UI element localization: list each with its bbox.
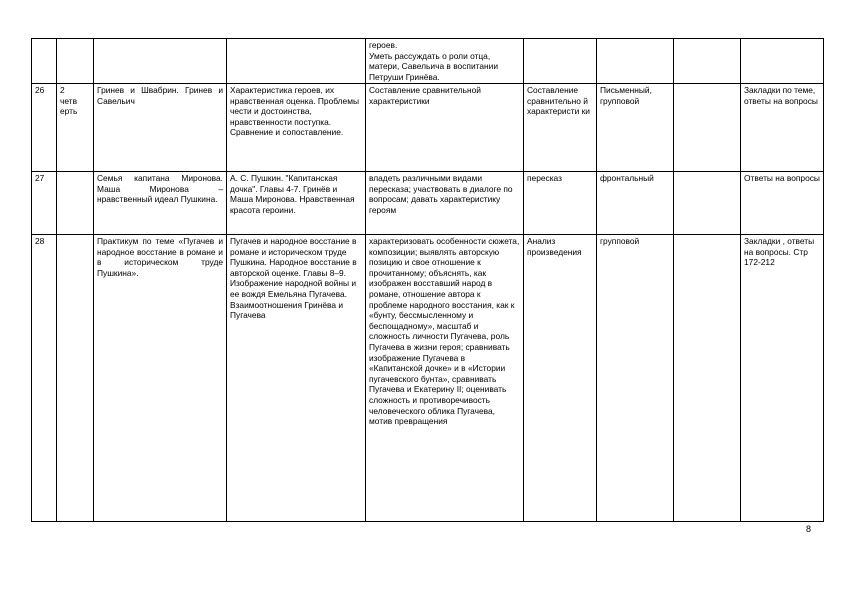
cell-content: Пугачев и народное восстание в романе и историческом труде Пушкина. Народное восстание в авторской оценке. Главы 8–9. Изображение народной войны и ее вождя Емельяна Пугачева. Взаимоотношения Гринёва и Пугачева <box>227 235 366 522</box>
cell-number <box>32 39 57 84</box>
cell-homework: Ответы на вопросы <box>741 172 824 235</box>
cell-homework: Закладки , ответы на вопросы. Стр 172-212 <box>741 235 824 522</box>
cell-topic: Семья капитана Миронова. Маша Миронова – нравственный идеал Пушкина. <box>94 172 227 235</box>
cell-topic: Практикум по теме «Пугачев и народное восстание в романе и в историческом труде Пушкина». <box>94 235 227 522</box>
cell-number: 28 <box>32 235 57 522</box>
cell-requirements: владеть различными видами пересказа; участвовать в диалоге по вопросам; давать характеристику героям <box>366 172 524 235</box>
cell-content: А. С. Пушкин. "Капитанская дочка". Главы 4-7. Гринёв и Маша Миронова. Нравственная красота героини. <box>227 172 366 235</box>
cell-date <box>57 235 94 522</box>
cell-number: 26 <box>32 84 57 172</box>
lesson-plan-table <box>31 38 824 522</box>
cell-date <box>57 39 94 84</box>
cell-requirements: Составление сравнительной характеристики <box>366 84 524 172</box>
cell-requirements: героев. Уметь рассуждать о роли отца, матери, Савельича в воспитании Петруши Гринёва. <box>366 39 524 84</box>
cell-extra <box>674 235 741 522</box>
cell-extra <box>674 84 741 172</box>
cell-content: Характеристика героев, их нравственная оценка. Проблемы чести и достоинства, нравственности поступка. Сравнение и сопоставление. <box>227 84 366 172</box>
cell-topic <box>94 39 227 84</box>
cell-homework <box>741 39 824 84</box>
cell-content <box>227 39 366 84</box>
cell-control: групповой <box>597 235 674 522</box>
cell-homework: Закладки по теме, ответы на вопросы <box>741 84 824 172</box>
table-row <box>32 235 824 522</box>
cell-number: 27 <box>32 172 57 235</box>
cell-topic: Гринев и Швабрин. Гринев и Савельич <box>94 84 227 172</box>
table-row <box>32 172 824 235</box>
cell-activity: Составление сравнительно й характеристи ки <box>524 84 597 172</box>
cell-control: Письменный, групповой <box>597 84 674 172</box>
cell-activity: пересказ <box>524 172 597 235</box>
cell-date <box>57 172 94 235</box>
cell-control: фронтальный <box>597 172 674 235</box>
table-row <box>32 84 824 172</box>
cell-control <box>597 39 674 84</box>
page-number: 8 <box>806 524 812 534</box>
cell-activity: Анализ произведения <box>524 235 597 522</box>
cell-activity <box>524 39 597 84</box>
cell-date: 2 четв ерть <box>57 84 94 172</box>
table-row <box>32 39 824 84</box>
cell-requirements: характеризовать особенности сюжета, композиции; выявлять авторскую позицию и свое отношение к прочитанному; объяснять, как изображен восставший народ в романе, отношение автора к проблеме народного восстания, как к «бунту, бессмысленному и беспощадному», масштаб и сложность личности Пугачева, роль Пугачева в жизни героя; сравнивать изображение Пугачева в «Капитанской дочке» и в «Истории пугачевского бунта», сравнивать Пугачева и Екатерину II; оценивать сложность и противоречивость человеческого облика Пугачева, мотив превращения <box>366 235 524 522</box>
cell-extra <box>674 39 741 84</box>
cell-extra <box>674 172 741 235</box>
